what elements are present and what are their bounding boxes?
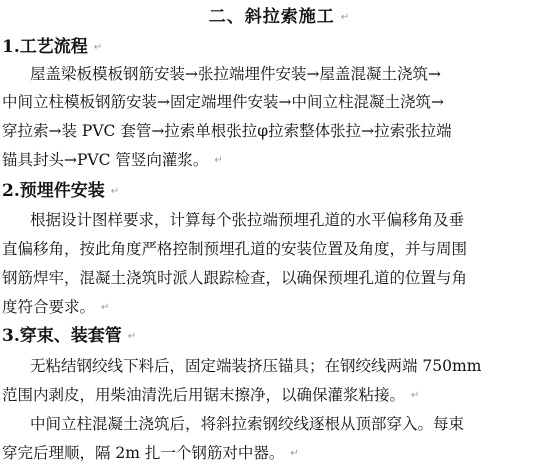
paragraph-mark-icon: ↵ — [127, 330, 137, 342]
process-line-3: 穿拉索→装 PVC 套管→拉索单根张拉φ拉索整体张拉→拉索张拉端 — [2, 122, 452, 140]
embedded-line-4: 度符合要求。 ↵ — [2, 298, 110, 316]
embedded-line-2: 直偏移角，按此角度严格控制预埋孔道的安装位置及角度，并与周围 — [2, 240, 468, 258]
paragraph-mark-icon: ↵ — [214, 155, 223, 166]
paragraph-mark-icon: ↵ — [101, 302, 110, 313]
embedded-line-3: 钢筋焊牢，混凝土浇筑时派人跟踪检查，以确保预埋孔道的位置与角 — [2, 269, 468, 287]
paragraph-mark-icon: ↵ — [290, 448, 299, 459]
process-line-4: 锚具封头→PVC 管竖向灌浆。 ↵ — [2, 151, 223, 169]
threading-line-2: 范围内剥皮，用柴油清洗后用锯末擦净，以确保灌浆粘接。 ↵ — [2, 386, 420, 404]
section-heading-threading: 3.穿束、装套管 ↵ — [2, 326, 137, 346]
paragraph-mark-icon: ↵ — [93, 41, 103, 53]
paragraph-mark-icon: ↵ — [340, 11, 351, 23]
paragraph-mark-icon: ↵ — [110, 185, 120, 197]
paragraph-mark-icon: ↵ — [411, 390, 420, 401]
threading-line-3: 中间立柱混凝土浇筑后，将斜拉索钢绞线逐根从顶部穿入。每束 — [30, 415, 465, 433]
embedded-line-1: 根据设计图样要求，计算每个张拉端预埋孔道的水平偏移角及垂 — [30, 211, 465, 229]
process-line-1: 屋盖梁板模板钢筋安装→张拉端埋件安装→屋盖混凝土浇筑→ — [30, 65, 441, 83]
threading-line-4: 穿完后理顺，隔 2m 扎一个钢筋对中器。 ↵ — [2, 444, 299, 462]
threading-line-1: 无粘结钢绞线下料后，固定端装挤压锚具；在钢绞线两端 750mm — [30, 357, 482, 375]
section-heading-process: 1.工艺流程 ↵ — [2, 37, 103, 57]
section-heading-embedded-parts: 2.预埋件安装 ↵ — [2, 181, 120, 201]
document-title: 二、斜拉索施工 ↵ — [208, 7, 351, 27]
process-line-2: 中间立柱模板钢筋安装→固定端埋件安装→中间立柱混凝土浇筑→ — [2, 93, 444, 111]
